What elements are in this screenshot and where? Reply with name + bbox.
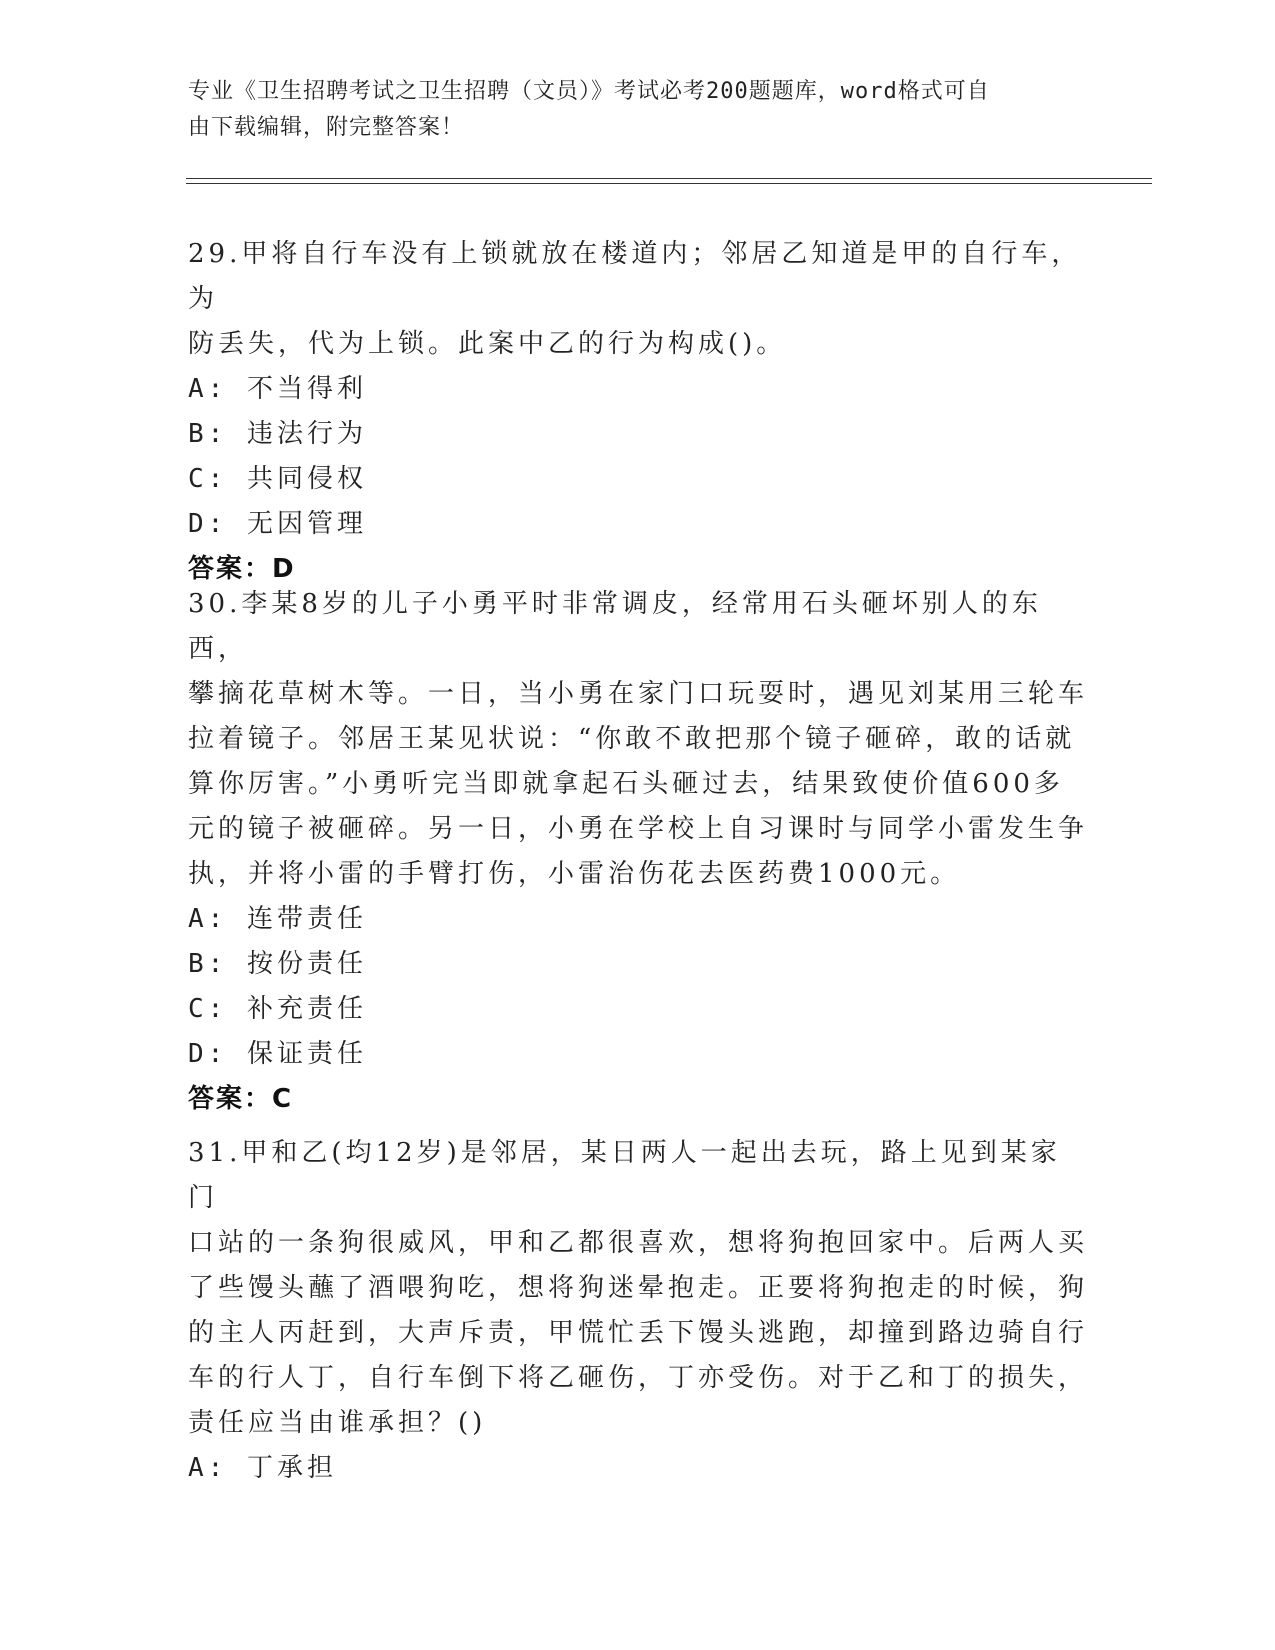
stem-line: 防丢失，代为上锁。此案中乙的行为构成()。 (188, 329, 787, 359)
question-30 (188, 582, 1088, 1122)
document-header (188, 74, 1078, 146)
option-a: A: 连带责任 (188, 904, 367, 934)
stem-line: 车的行人丁，自行车倒下将乙砸伤，丁亦受伤。对于乙和丁的损失， (188, 1363, 1089, 1393)
option-b: B: 违法行为 (188, 419, 367, 449)
question-stem (188, 232, 1088, 367)
stem-line: 元的镜子被砸碎。另一日，小勇在学校上自习课时与同学小雷发生争 (188, 814, 1089, 844)
option-d: D: 保证责任 (188, 1039, 367, 1069)
stem-line: 31.甲和乙(均12岁)是邻居，某日两人一起出去玩，路上见到某家门 (188, 1138, 1061, 1213)
option-c: C: 共同侵权 (188, 464, 367, 494)
stem-line: 30.李某8岁的儿子小勇平时非常调皮，经常用石头砸坏别人的东西， (188, 589, 1042, 664)
header-divider-top (186, 178, 1152, 179)
stem-line: 的主人丙赶到，大声斥责，甲慌忙丢下馒头逃跑，却撞到路边骑自行 (188, 1318, 1089, 1348)
option-d: D: 无因管理 (188, 509, 367, 539)
option-c: C: 补充责任 (188, 994, 367, 1024)
stem-line: 了些馒头蘸了酒喂狗吃，想将狗迷晕抱走。正要将狗抱走的时候，狗 (188, 1273, 1089, 1303)
stem-line: 攀摘花草树木等。一日，当小勇在家门口玩耍时，遇见刘某用三轮车 (188, 679, 1089, 709)
header-line-2: 由下载编辑，附完整答案！ (188, 115, 465, 140)
stem-line: 拉着镜子。邻居王某见状说：“你敢不敢把那个镜子砸碎，敢的话就 (188, 724, 1076, 754)
stem-line: 算你厉害。”小勇听完当即就拿起石头砸过去，结果致使价值600多 (188, 769, 1064, 799)
question-stem (188, 1131, 1088, 1446)
question-29 (188, 232, 1088, 592)
answer-line: 答案：D (188, 554, 296, 584)
stem-line: 29.甲将自行车没有上锁就放在楼道内；邻居乙知道是甲的自行车，为 (188, 239, 1082, 314)
option-a: A: 丁承担 (188, 1453, 337, 1483)
stem-line: 责任应当由谁承担？() (188, 1408, 487, 1438)
stem-line: 执，并将小雷的手臂打伤，小雷治伤花去医药费1000元。 (188, 859, 961, 889)
header-divider-bottom (186, 183, 1152, 184)
header-line-1: 专业《卫生招聘考试之卫生招聘（文员）》考试必考200题题库，word格式可自 (188, 79, 990, 104)
question-31 (188, 1131, 1088, 1491)
stem-line: 口站的一条狗很威风，甲和乙都很喜欢，想将狗抱回家中。后两人买 (188, 1228, 1089, 1258)
option-a: A: 不当得利 (188, 374, 367, 404)
question-stem (188, 582, 1088, 897)
option-b: B: 按份责任 (188, 949, 367, 979)
answer-line: 答案：C (188, 1084, 294, 1114)
